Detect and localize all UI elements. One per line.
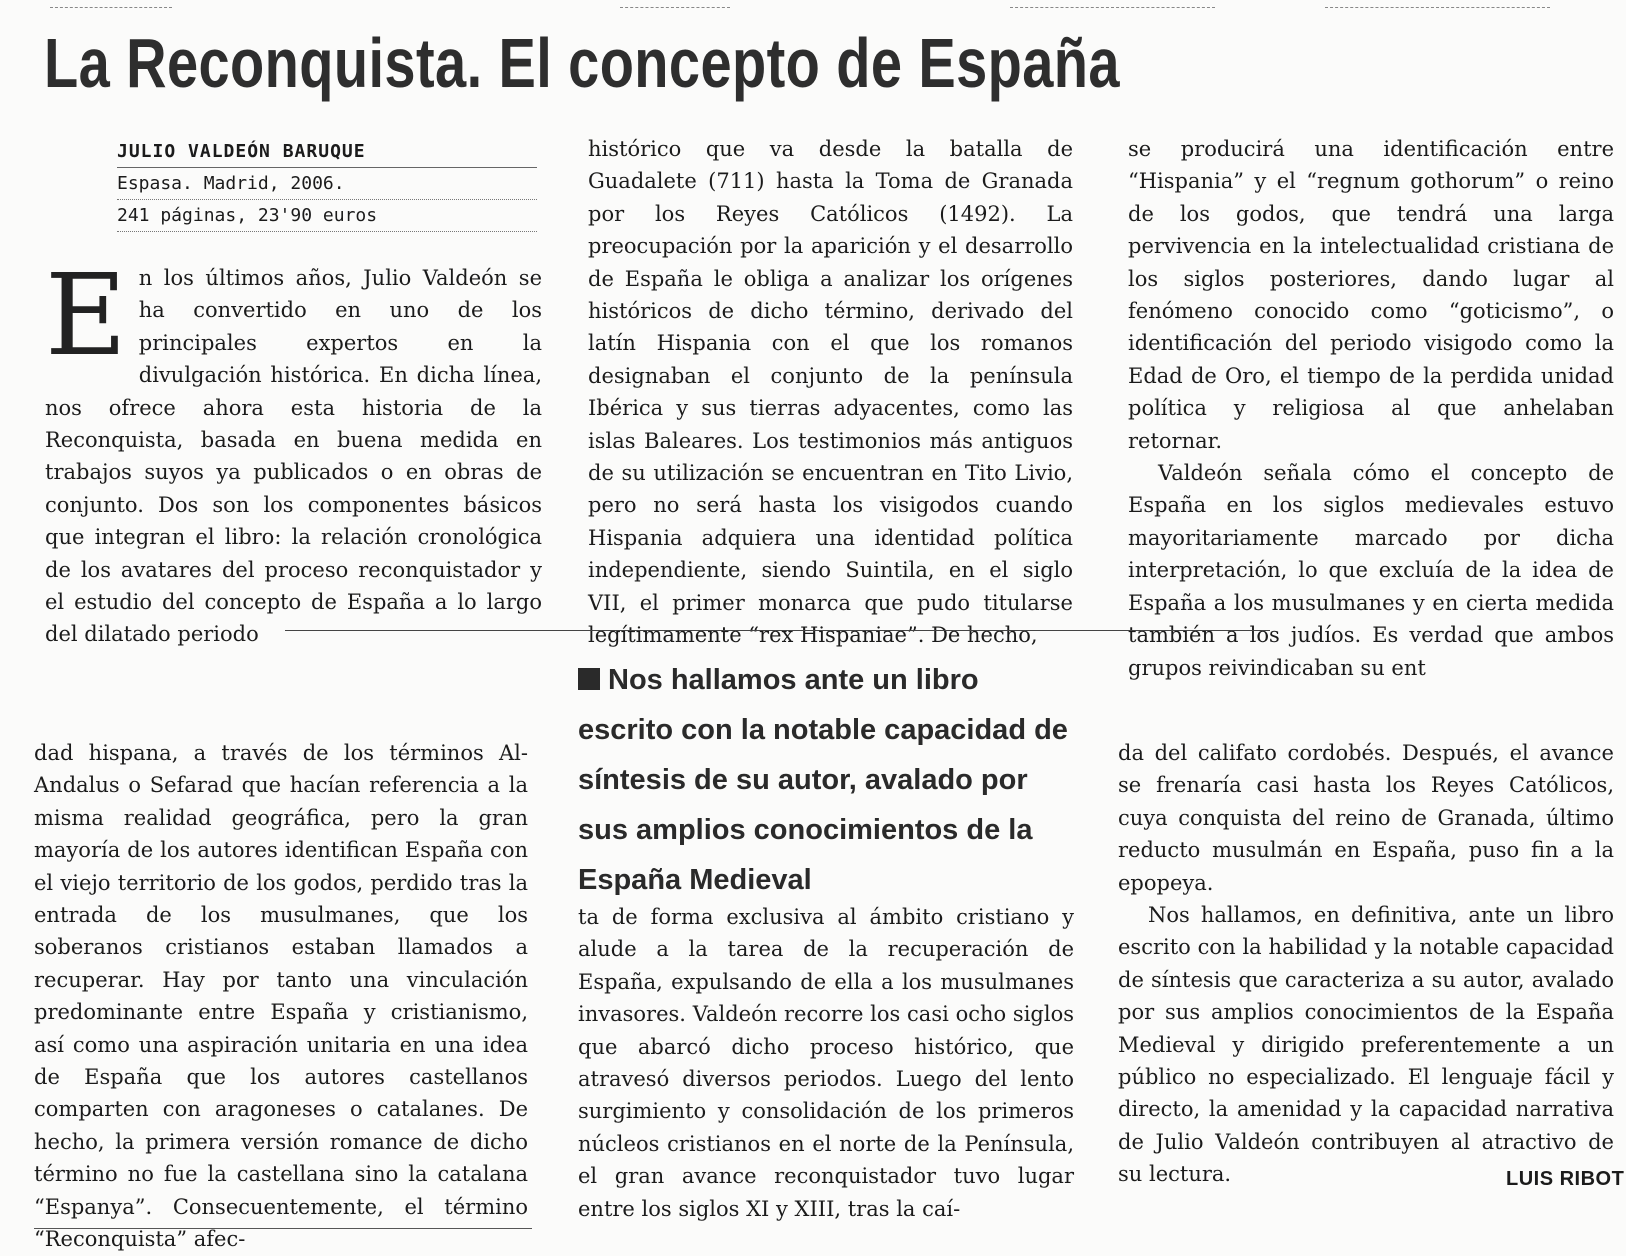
book-info xyxy=(117,136,537,232)
top-dash-4 xyxy=(1325,7,1550,8)
text-col3-top-p2: Valdeón señala cómo el concepto de España en los siglos medievales estuvo mayoritariamente marcado por dicha interpretación, lo que excluía de la idea de España a los musulmanes y en cierta medida también a los judíos. Es verdad que ambos grupos reivindicaban su ent xyxy=(1128,461,1614,680)
book-details: 241 páginas, 23'90 euros xyxy=(117,200,537,232)
text-col1-top: n los últimos años, Julio Valdeón se ha convertido en uno de los principales expertos en la divulgación histórica. En dicha línea, nos ofrece ahora esta historia de la Reconquista, basada en buena medida en trabajos suyos ya publicados o en obras de conjunto. Dos son los componentes básicos que integran el libro: la relación cronológica de los avatares del proceso reconquistador y el estudio del concepto de España a lo largo del dilatado periodo xyxy=(45,266,542,647)
text-col3-top-p1: se producirá una identificación entre “Hispania” y el “regnum gothorum” o reino de los godos, que tendrá una larga pervivencia en la intelectualidad cristiana de los siglos posteriores, dando lugar al fenómeno conocido como “goticismo”, o identificación del periodo visigodo como la Edad de Oro, el tiempo de la perdida unidad política y religiosa al que anhelaban retornar. xyxy=(1128,137,1614,453)
bottom-rule xyxy=(34,1228,532,1229)
text-col3-bottom-p2: Nos hallamos, en definitiva, ante un libro escrito con la habilidad y la notable capacidad de síntesis que caracteriza a su autor, avalado por sus amplios conocimientos de la España Medieval y dirigido preferentemente a un público no especializado. El lenguaje fácil y directo, la amenidad y la capacidad narrativa de Julio Valdeón contribuyen al atractivo de su lectura. xyxy=(1118,903,1614,1187)
column-2-bottom xyxy=(578,901,1074,1225)
drop-cap: E xyxy=(45,251,127,381)
column-3-top xyxy=(1128,133,1614,684)
text-col2-top: histórico que va desde la batalla de Guadalete (711) hasta la Toma de Granada por los Reyes Católicos (1492). La preocupación por la aparición y el desarrollo de España le obliga a analizar los orígenes históricos de dicho término, derivado del latín Hispania con el que los romanos designaban el conjunto de la península Ibérica y sus tierras adyacentes, como las islas Baleares. Los testimonios más antiguos de su utilización se encuentran en Tito Livio, pero no será hasta los visigodos cuando Hispania adquiera una identidad política independiente, siendo Suintila, en el siglo VII, el primer monarca que pudo titularse legítimamente “rex Hispaniae”. De hecho, xyxy=(588,137,1073,648)
top-dash-3 xyxy=(1010,7,1215,8)
column-1-top xyxy=(45,251,542,651)
pull-quote xyxy=(578,655,1070,905)
article-title: La Reconquista. El concepto de España xyxy=(44,24,1120,102)
text-col3-bottom-p1: da del califato cordobés. Después, el avance se frenaría casi hasta los Reyes Católicos, cuya conquista del reino de Granada, último reducto musulmán en España, puso fin a la epopeya. xyxy=(1118,741,1614,895)
top-dash-1 xyxy=(50,7,172,8)
column-1-bottom xyxy=(34,737,528,1256)
pull-quote-text: Nos hallamos ante un libro escrito con la notable capacidad de síntesis de su autor, avalado por sus amplios conocimientos de la España Medieval xyxy=(578,664,1068,896)
column-3-bottom xyxy=(1118,737,1614,1191)
book-author: JULIO VALDEÓN BARUQUE xyxy=(117,136,537,168)
square-bullet-icon xyxy=(578,668,600,690)
reviewer-signature: LUIS RIBOT xyxy=(1506,1168,1625,1190)
text-col2-bottom: ta de forma exclusiva al ámbito cristiano y alude a la tarea de la recuperación de España, expulsando de ella a los musulmanes invasores. Valdeón recorre los casi ocho siglos que abarcó dicho proceso histórico, que atravesó diversos periodos. Luego del lento surgimiento y consolidación de los primeros núcleos cristianos en el norte de la Península, el gran avance reconquistador tuvo lugar entre los siglos XI y XIII, tras la caí- xyxy=(578,905,1074,1221)
top-dash-2 xyxy=(620,7,730,8)
text-col1-bottom: dad hispana, a través de los términos Al-Andalus o Sefarad que hacían referencia a la misma realidad geográfica, pero la gran mayoría de los autores identifican España con el viejo territorio de los godos, perdido tras la entrada de los musulmanes, que los soberanos cristianos estaban llamados a recuperar. Hay por tanto una vinculación predominante entre España y cristianismo, así como una aspiración unitaria en una idea de España que los autores castellanos comparten con aragoneses o catalanes. De hecho, la primera versión romance de dicho término no fue la castellana sino la catalana “Espanya”. Consecuentemente, el término “Reconquista” afec- xyxy=(34,741,528,1252)
column-2-top xyxy=(588,133,1073,652)
book-publisher: Espasa. Madrid, 2006. xyxy=(117,168,537,200)
section-divider xyxy=(285,630,1270,631)
